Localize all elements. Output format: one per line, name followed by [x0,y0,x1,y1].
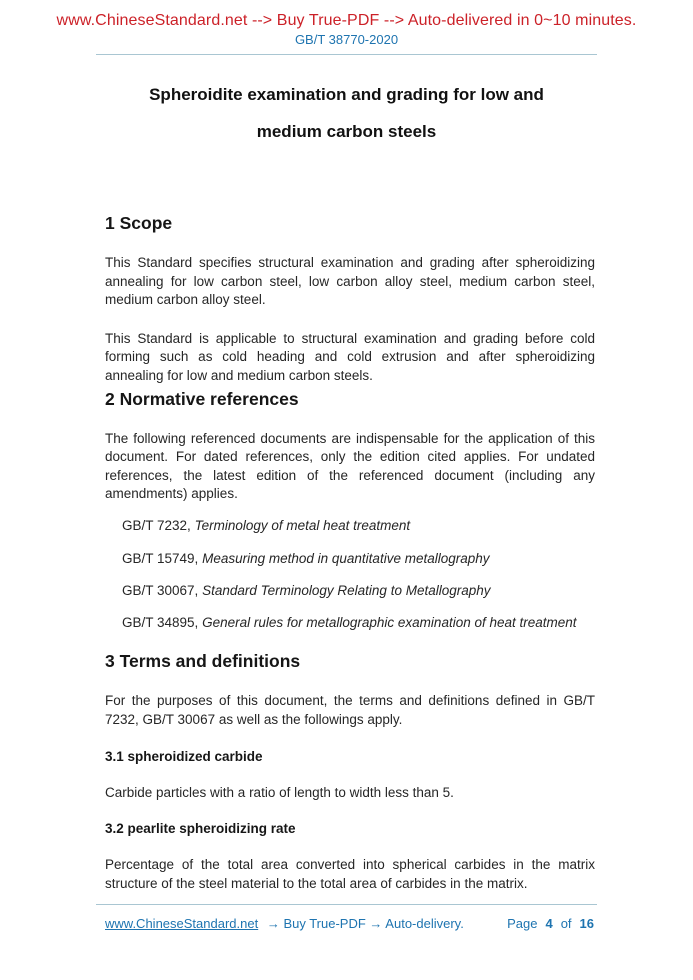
scope-paragraph-1: This Standard specifies structural examination and grading after spheroidizing annealing for low carbon steel, low carbon alloy steel, medium carbon steel, medium carbon alloy steel. [105,255,595,308]
page-content [105,213,595,893]
reference-code: GB/T 30067, [122,582,199,598]
page-header [0,0,693,55]
footer-delivery-text: → Buy True-PDF → Auto-delivery. [266,916,464,931]
header-divider [96,54,597,55]
term-heading-3-2: 3.2 pearlite spheroidizing rate [105,821,296,837]
reference-item [105,614,595,633]
reference-item [105,550,595,569]
footer-left [105,916,464,931]
reference-code: GB/T 7232, [122,518,191,534]
reference-item [105,517,595,536]
reference-title: Terminology of metal heat treatment [194,518,411,534]
section-heading-scope: 1 Scope [105,213,173,233]
page-label: Page [507,916,538,931]
document-title-line1: Spheroidite examination and grading for low and [149,85,544,104]
reference-item [105,582,595,601]
term-definition-3-2: Percentage of the total area converted into spherical carbides in the matrix structure of the steel material to the total area of carbides in the matrix. [105,857,595,891]
scope-paragraph-2: This Standard is applicable to structural examination and grading before cold forming such as cold heading and cold extrusion and after spheroidizing annealing for low and medium carbon steels. [105,330,595,383]
section-heading-terms-definitions: 3 Terms and definitions [105,651,301,672]
term-definition-3-1: Carbide particles with a ratio of length to width less than 5. [105,784,454,800]
reference-title: Measuring method in quantitative metallography [202,550,490,566]
reference-code: GB/T 15749, [122,550,199,566]
footer-divider [96,904,597,905]
standard-code: GB/T 38770-2020 [294,32,399,47]
promo-banner: www.ChineseStandard.net --> Buy True-PDF --> Auto-delivered in 0~10 minutes. [56,12,637,29]
document-title-line2: medium carbon steels [256,122,437,141]
normative-intro-paragraph: The following referenced documents are indispensable for the application of this document. For dated references, only the edition cited applies. For undated references, the latest edition of the referenced document (including any amendments) applies. [105,430,595,502]
page-total: 16 [579,916,594,931]
page-of-label: of [560,916,572,931]
reference-title: General rules for metallographic examination of heat treatment [202,614,577,630]
reference-title: Standard Terminology Relating to Metallography [202,582,491,598]
section-heading-normative-references: 2 Normative references [105,388,299,409]
footer-site-link[interactable]: www.ChineseStandard.net [105,916,259,931]
term-heading-3-1: 3.1 spheroidized carbide [105,748,263,764]
page-number-indicator [507,916,594,931]
page-current: 4 [545,916,553,931]
page-footer [0,904,693,980]
reference-code: GB/T 34895, [122,614,199,630]
document-title [0,76,693,150]
terms-intro-paragraph: For the purposes of this document, the terms and definitions defined in GB/T 7232, GB/T 30067 as well as the followings apply. [105,693,595,727]
